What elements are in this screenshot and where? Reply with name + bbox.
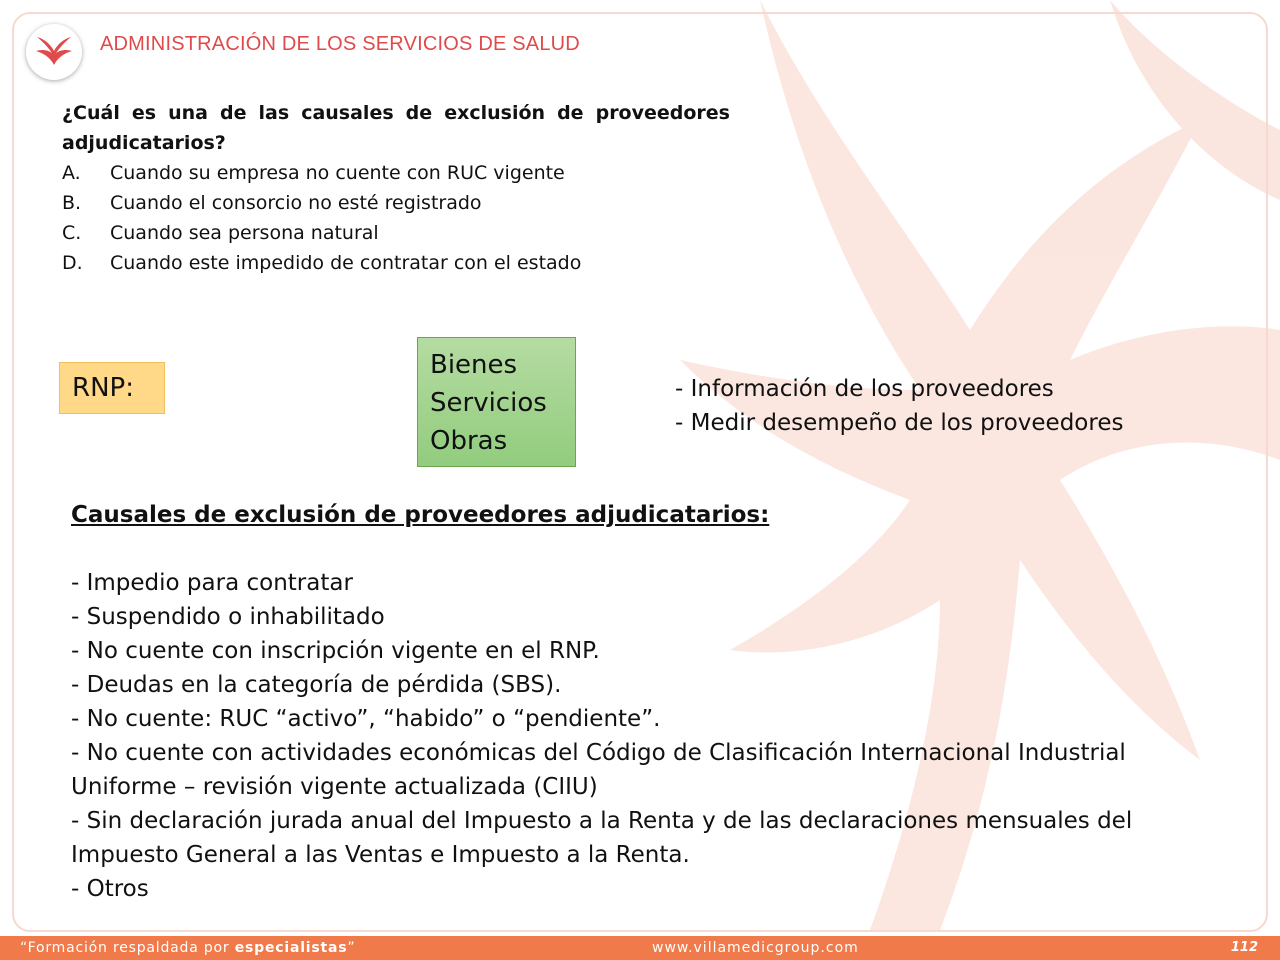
- exclusion-causes: [71, 498, 1141, 906]
- category-goods: Bienes: [430, 350, 518, 380]
- slogan-bold: especialistas: [234, 940, 348, 956]
- page-title: ADMINISTRACIÓN DE LOS SERVICIOS DE SALUD: [100, 33, 580, 55]
- option-letter: A.: [62, 162, 81, 184]
- exclusion-item: - Suspendido o inhabilitado: [71, 604, 385, 630]
- question-block: [62, 98, 730, 278]
- exclusion-item: - Otros: [71, 876, 149, 902]
- logo: [26, 24, 82, 80]
- exclusion-item: - Impedio para contratar: [71, 570, 353, 596]
- exclusion-item: - No cuente: RUC “activo”, “habido” o “pendiente”.: [71, 706, 661, 732]
- slogan-suffix: ”: [347, 940, 356, 956]
- exclusion-title: Causales de exclusión de proveedores adjudicatarios:: [71, 502, 770, 528]
- option-text: Cuando sea persona natural: [110, 222, 379, 244]
- option-text: Cuando este impedido de contratar con el estado: [110, 252, 582, 274]
- option-letter: B.: [62, 192, 82, 214]
- footer-bar: [0, 936, 1280, 960]
- rnp-categories-box: [417, 337, 576, 467]
- exclusion-item: - No cuente con inscripción vigente en el RNP.: [71, 638, 600, 664]
- page-number: 112: [1230, 940, 1258, 955]
- footer-url[interactable]: www.villamedicgroup.com: [652, 940, 859, 956]
- category-services: Servicios: [430, 388, 547, 418]
- option-text: Cuando el consorcio no esté registrado: [110, 192, 482, 214]
- purpose-item: - Medir desempeño de los proveedores: [675, 410, 1124, 436]
- option-a: [62, 158, 730, 188]
- exclusion-item: - Sin declaración jurada anual del Impuesto a la Renta y de las declaraciones mensuales del Impuesto General a las Ventas e Impuesto a la Renta.: [71, 808, 1133, 868]
- option-text: Cuando su empresa no cuente con RUC vigente: [110, 162, 565, 184]
- exclusion-item: - Deudas en la categoría de pérdida (SBS).: [71, 672, 562, 698]
- question-text: ¿Cuál es una de las causales de exclusión de proveedores adjudicatarios?: [62, 102, 730, 154]
- phoenix-logo-icon: [33, 31, 75, 73]
- slogan-prefix: “Formación respaldada por: [20, 940, 235, 956]
- option-letter: D.: [62, 252, 83, 274]
- option-b: [62, 188, 730, 218]
- footer-slogan: [20, 940, 355, 956]
- option-d: [62, 248, 730, 278]
- category-works: Obras: [430, 426, 508, 456]
- answer-options: [62, 158, 730, 278]
- exclusion-item: - No cuente con actividades económicas del Código de Clasificación Internacional Industrial Uniforme – revisión vigente actualizada (CIIU): [71, 740, 1126, 800]
- rnp-purposes: [675, 372, 1123, 440]
- rnp-label-box: RNP:: [59, 362, 165, 414]
- option-c: [62, 218, 730, 248]
- option-letter: C.: [62, 222, 82, 244]
- purpose-item: - Información de los proveedores: [675, 376, 1054, 402]
